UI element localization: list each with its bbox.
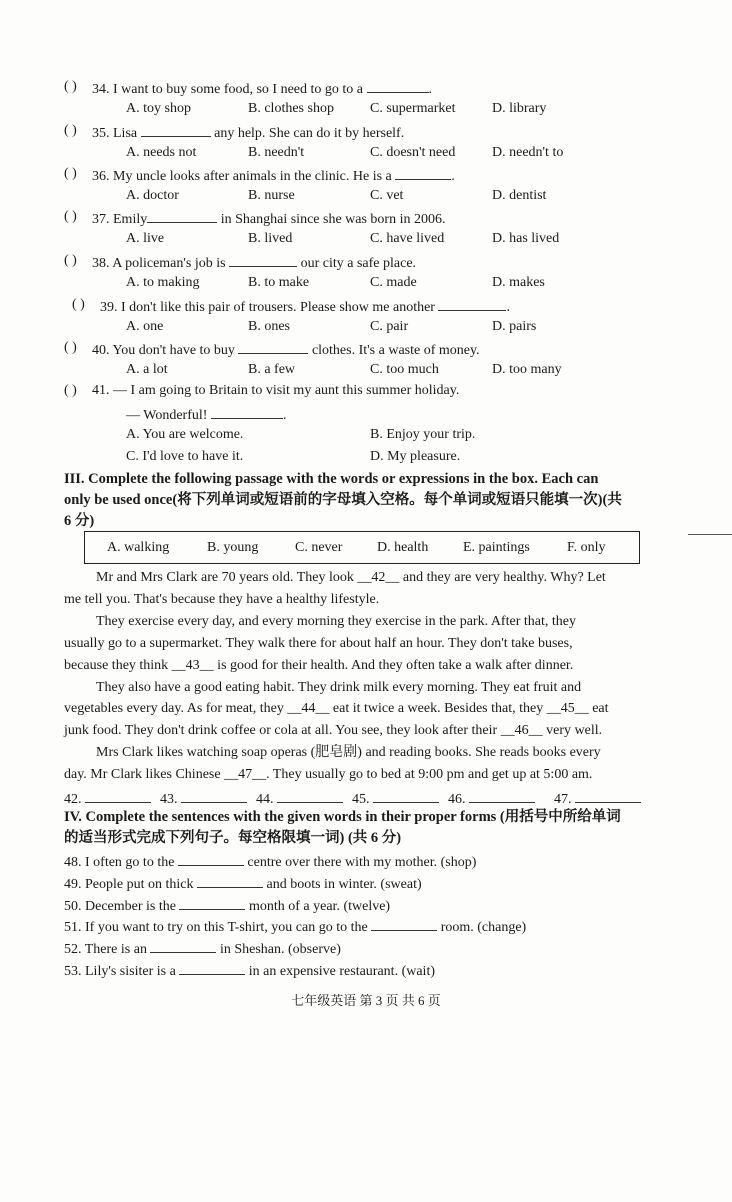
option-d[interactable]: D. needn't to	[492, 145, 564, 160]
answer-blank[interactable]	[373, 790, 439, 803]
answer-paren[interactable]: ( )	[64, 123, 77, 138]
question-number: 39	[100, 300, 114, 315]
section-title: IV. Complete the sentences with the given words in their proper forms (用括号中所给单词	[64, 809, 621, 825]
option-c[interactable]: C. supermarket	[370, 101, 456, 116]
passage-line: day. Mr Clark likes Chinese __47__. They usually go to bed at 9:00 pm and get up at 5:00 am.	[64, 767, 593, 782]
question-stem-end: .	[506, 300, 510, 315]
question-stem-end: .	[428, 82, 433, 97]
sentence-item	[64, 918, 526, 935]
option-b[interactable]: B. needn't	[248, 145, 305, 160]
margin-mark	[688, 534, 732, 535]
sentence-end: month of a year. (twelve)	[248, 899, 391, 914]
option-d[interactable]: D. dentist	[492, 188, 547, 203]
option-a[interactable]: A. toy shop	[126, 101, 191, 116]
sentence-item	[64, 853, 476, 870]
sentence-end: and boots in winter. (sweat)	[266, 877, 422, 892]
option-c[interactable]: C. doesn't need	[370, 145, 456, 160]
section-title: III. Complete the following passage with the words or expressions in the box. Each can	[64, 471, 599, 487]
question-stem: Emily	[113, 212, 148, 227]
question-number: 41	[92, 383, 106, 398]
answer-blank[interactable]	[575, 790, 641, 803]
option-a[interactable]: A. a lot	[126, 362, 168, 377]
sentence-end: room. (change)	[440, 920, 527, 935]
question-number: 38	[92, 256, 106, 271]
answer-blank[interactable]	[85, 790, 151, 803]
answer-paren[interactable]: ( )	[64, 340, 77, 355]
option-a[interactable]: A. to making	[126, 275, 200, 290]
section-title-cont: 的适当形式完成下列句子。每空格限填一词) (共 6 分)	[64, 830, 402, 846]
sentence-start: 48. I often go to the	[64, 855, 175, 870]
option-d[interactable]: D. too many	[492, 362, 562, 377]
question-stem: I don't like this pair of trousers. Please show me another	[121, 300, 435, 315]
question-number: 37	[92, 212, 106, 227]
option-b[interactable]: B. lived	[248, 231, 293, 246]
blank[interactable]	[211, 406, 283, 419]
answer-paren[interactable]: ( )	[72, 297, 85, 312]
dialogue-line-1: — I am going to Britain to visit my aunt this summer holiday.	[113, 383, 460, 398]
option-d[interactable]: D. makes	[492, 275, 545, 290]
passage-line: usually go to a supermarket. They walk there for about half an hour. They don't take buses,	[64, 636, 573, 651]
sentence-end: centre over there with my mother. (shop)	[247, 855, 477, 870]
option-d[interactable]: D. My pleasure.	[370, 449, 461, 464]
answer-paren[interactable]: ( )	[64, 383, 77, 398]
option-c[interactable]: C. vet	[370, 188, 404, 203]
answer-number: 46.	[448, 792, 466, 807]
answer-number: 44.	[256, 792, 274, 807]
blank[interactable]	[197, 875, 263, 888]
sentence-start: 51. If you want to try on this T-shirt, you can go to the	[64, 920, 368, 935]
sentence-item	[64, 940, 341, 957]
page-footer: 七年级英语 第 3 页 共 6 页	[291, 993, 441, 1008]
blank[interactable]	[371, 918, 437, 931]
question-stem: A policeman's job is	[112, 256, 226, 271]
blank[interactable]	[395, 167, 451, 180]
passage-line: Mr and Mrs Clark are 70 years old. They look __42__ and they are very healthy. Why? Let	[96, 570, 606, 585]
question-stem-end: in Shanghai since she was born in 2006.	[220, 212, 446, 227]
sentence-start: 52. There is an	[64, 942, 147, 957]
blank[interactable]	[438, 298, 506, 311]
option-c[interactable]: C. pair	[370, 319, 409, 334]
option-d[interactable]: D. has lived	[492, 231, 560, 246]
passage-line: because they think __43__ is good for their health. And they often take a walk after dinner.	[64, 658, 574, 673]
passage-line: Mrs Clark likes watching soap operas (肥皂剧) and reading books. She reads books every	[96, 745, 601, 760]
answer-blank[interactable]	[469, 790, 535, 803]
question-stem: I want to buy some food, so I need to go to a	[113, 82, 364, 97]
passage-line: junk food. They don't drink coffee or cola at all. You see, they look after their __46__ very well.	[64, 723, 603, 738]
passage-line: They also have a good eating habit. They drink milk every morning. They eat fruit and	[96, 680, 582, 695]
question-number: 40	[92, 343, 106, 358]
answer-number: 47.	[554, 792, 572, 807]
answer-number: 43.	[160, 792, 178, 807]
answer-number: 42.	[64, 792, 82, 807]
passage-line: They exercise every day, and every morning they exercise in the park. After that, they	[96, 614, 576, 629]
word-box-item: F. only	[567, 540, 606, 555]
word-box-item: E. paintings	[463, 540, 530, 555]
sentence-item	[64, 962, 435, 979]
option-d[interactable]: D. library	[492, 101, 547, 116]
question-number: 36	[92, 169, 106, 184]
word-box-item: B. young	[207, 540, 259, 555]
question-stem-end: .	[451, 169, 455, 184]
answer-paren[interactable]: ( )	[64, 209, 77, 224]
sentence-start: 50. December is the	[64, 899, 176, 914]
answer-paren[interactable]: ( )	[64, 79, 77, 94]
blank[interactable]	[229, 254, 297, 267]
dialogue-line-2: — Wonderful!	[126, 408, 208, 423]
blank[interactable]	[238, 341, 308, 354]
question-stem: Lisa	[113, 126, 138, 141]
section-title-score: 6 分)	[64, 513, 95, 529]
answer-paren[interactable]: ( )	[64, 253, 77, 268]
question-stem-end: clothes. It's a waste of money.	[311, 343, 480, 358]
blank[interactable]	[147, 210, 217, 223]
word-box-item: C. never	[295, 540, 343, 555]
option-c[interactable]: C. I'd love to have it.	[126, 449, 244, 464]
passage-line: vegetables every day. As for meat, they __44__ eat it twice a week. Besides that, they __45__ eat	[64, 701, 609, 716]
blank[interactable]	[150, 940, 216, 953]
question-stem: My uncle looks after animals in the clinic. He is a	[113, 169, 392, 184]
option-b[interactable]: B. a few	[248, 362, 296, 377]
word-box	[84, 531, 640, 564]
answer-blank[interactable]	[181, 790, 247, 803]
option-a[interactable]: A. live	[126, 231, 165, 246]
question-stem-end: any help. She can do it by herself.	[214, 126, 405, 141]
question-number: 35	[92, 126, 106, 141]
option-b[interactable]: B. clothes shop	[248, 101, 334, 116]
sentence-item	[64, 875, 422, 892]
sentence-end: in an expensive restaurant. (wait)	[248, 964, 436, 979]
option-c[interactable]: C. made	[370, 275, 417, 290]
passage-line: me tell you. That's because they have a healthy lifestyle.	[64, 592, 380, 607]
blank[interactable]	[141, 124, 211, 137]
blank[interactable]	[179, 962, 245, 975]
option-a[interactable]: A. doctor	[126, 188, 179, 203]
question-number: 34	[92, 82, 106, 97]
blank[interactable]	[179, 897, 245, 910]
option-b[interactable]: B. to make	[248, 275, 310, 290]
option-b[interactable]: B. ones	[248, 319, 290, 334]
sentence-item	[64, 897, 390, 914]
blank[interactable]	[367, 80, 429, 93]
option-b[interactable]: B. nurse	[248, 188, 295, 203]
sentence-end: in Sheshan. (observe)	[219, 942, 341, 957]
option-b[interactable]: B. Enjoy your trip.	[370, 427, 476, 442]
word-box-item: D. health	[377, 540, 429, 555]
sentence-start: 53. Lily's sisiter is a	[64, 964, 176, 979]
option-a[interactable]: A. one	[126, 319, 164, 334]
option-a[interactable]: A. You are welcome.	[126, 427, 244, 442]
answer-blank[interactable]	[277, 790, 343, 803]
answer-paren[interactable]: ( )	[64, 166, 77, 181]
option-c[interactable]: C. have lived	[370, 231, 445, 246]
option-a[interactable]: A. needs not	[126, 145, 197, 160]
question-stem: You don't have to buy	[112, 343, 235, 358]
word-box-item: A. walking	[107, 540, 170, 555]
answer-number: 45.	[352, 792, 370, 807]
blank[interactable]	[178, 853, 244, 866]
sentence-start: 49. People put on thick	[64, 877, 194, 892]
option-d[interactable]: D. pairs	[492, 319, 537, 334]
question-stem-end: our city a safe place.	[300, 256, 417, 271]
section-title-cont: only be used once(将下列单词或短语前的字母填入空格。每个单词或短语只能填一次)(共	[64, 492, 622, 508]
option-c[interactable]: C. too much	[370, 362, 439, 377]
